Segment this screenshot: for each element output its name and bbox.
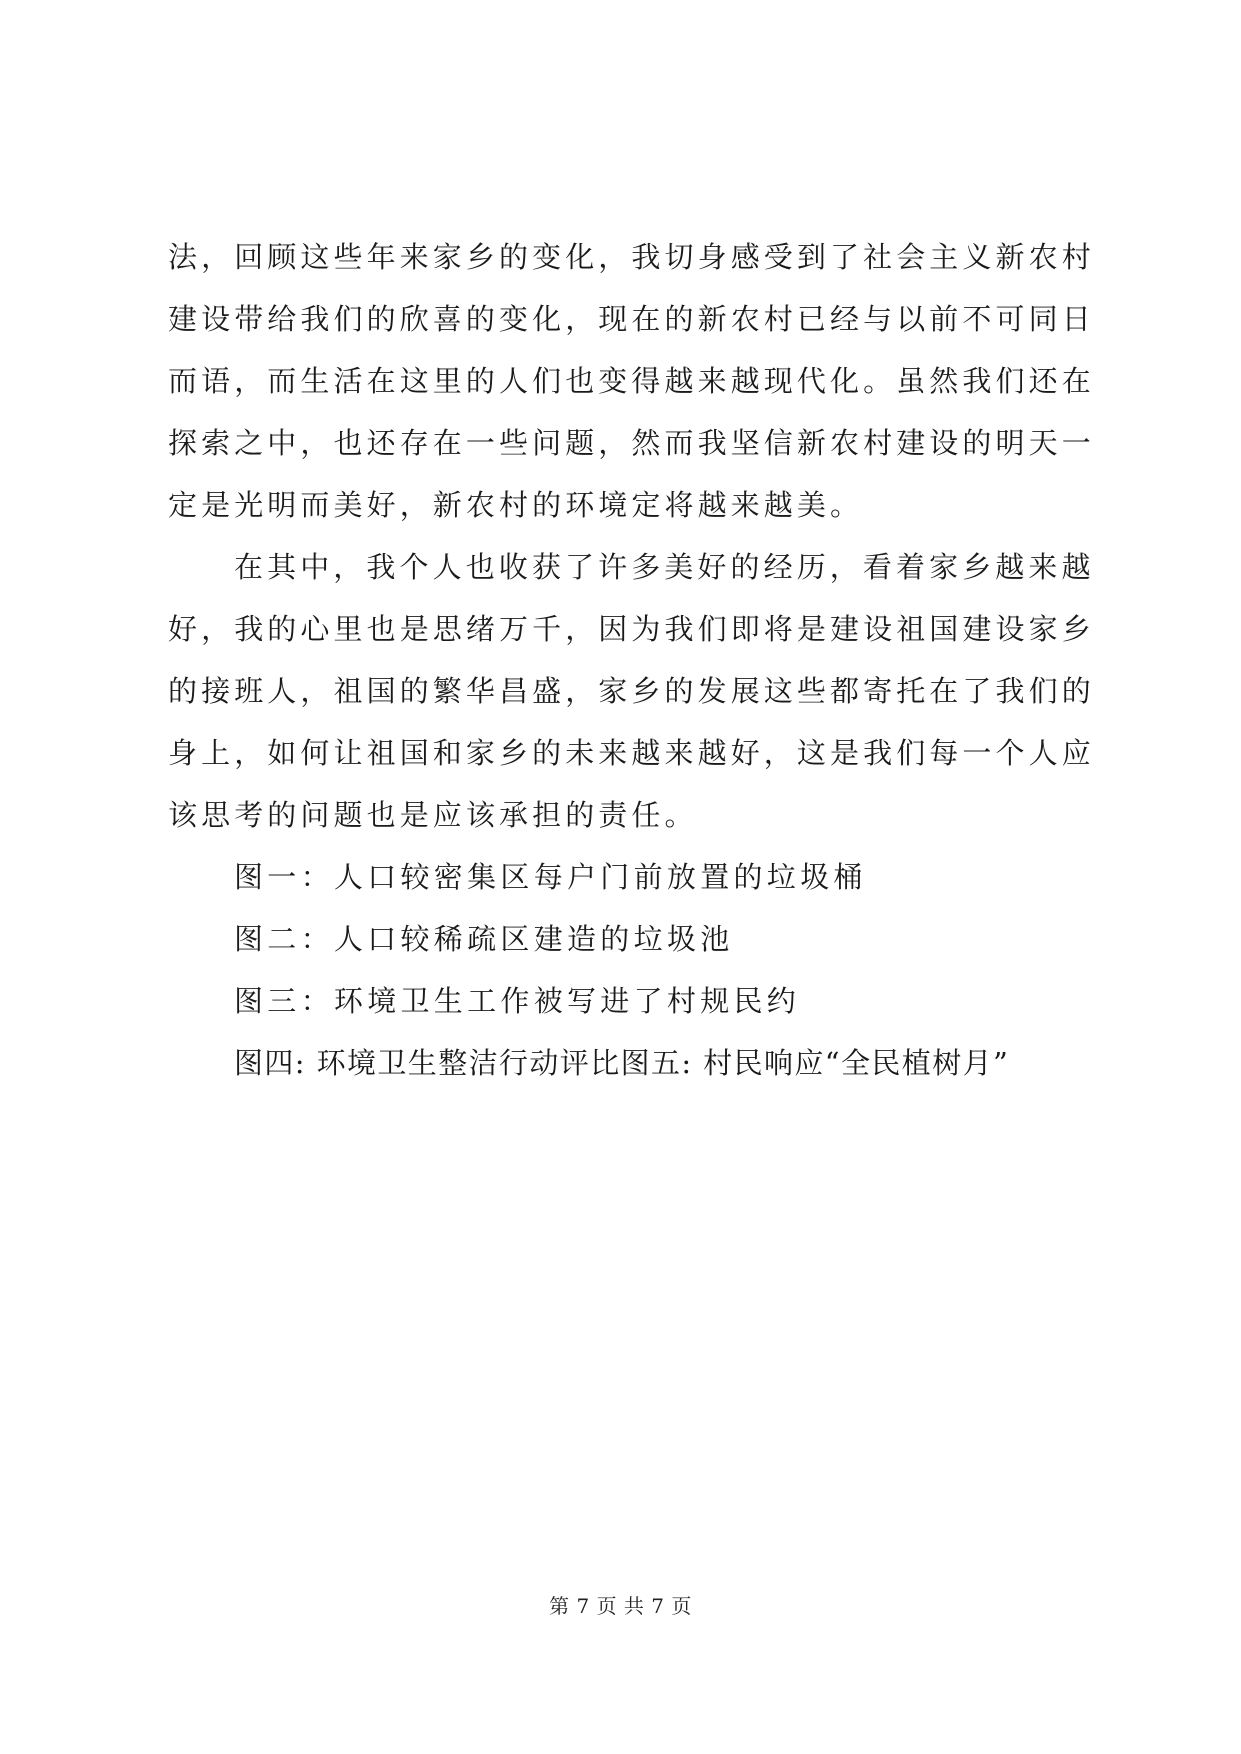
text-line: 好，我的心里也是思绪万千，因为我们即将是建设祖国建设家乡 (168, 612, 1095, 646)
text-line: 建设带给我们的欣喜的变化，现在的新农村已经与以前不可同日 (168, 302, 1095, 336)
figure-caption: 图四: 环境卫生整洁行动评比图五: 村民响应“全民植树月” (234, 1046, 1010, 1080)
document-body (168, 226, 1095, 1094)
text-line: 而语，而生活在这里的人们也变得越来越现代化。虽然我们还在 (168, 364, 1095, 398)
page-number-footer: 第 7 页 共 7 页 (549, 1594, 692, 1618)
figure-caption: 图三：环境卫生工作被写进了村规民约 (234, 984, 801, 1018)
text-line: 探索之中，也还存在一些问题，然而我坚信新农村建设的明天一 (168, 426, 1095, 460)
paragraph (168, 226, 1095, 536)
text-line: 该思考的问题也是应该承担的责任。 (168, 798, 698, 832)
figure-caption: 图二：人口较稀疏区建造的垃圾池 (234, 922, 734, 956)
text-line: 的接班人，祖国的繁华昌盛，家乡的发展这些都寄托在了我们的 (168, 674, 1095, 708)
text-line: 身上，如何让祖国和家乡的未来越来越好，这是我们每一个人应 (168, 736, 1095, 770)
text-line: 定是光明而美好，新农村的环境定将越来越美。 (168, 488, 864, 522)
paragraph (168, 536, 1095, 846)
figure-caption: 图一：人口较密集区每户门前放置的垃圾桶 (234, 860, 867, 894)
text-line: 法，回顾这些年来家乡的变化，我切身感受到了社会主义新农村 (168, 240, 1095, 274)
figure-caption-list (168, 846, 1078, 1094)
text-line: 在其中，我个人也收获了许多美好的经历，看着家乡越来越 (234, 550, 1095, 584)
